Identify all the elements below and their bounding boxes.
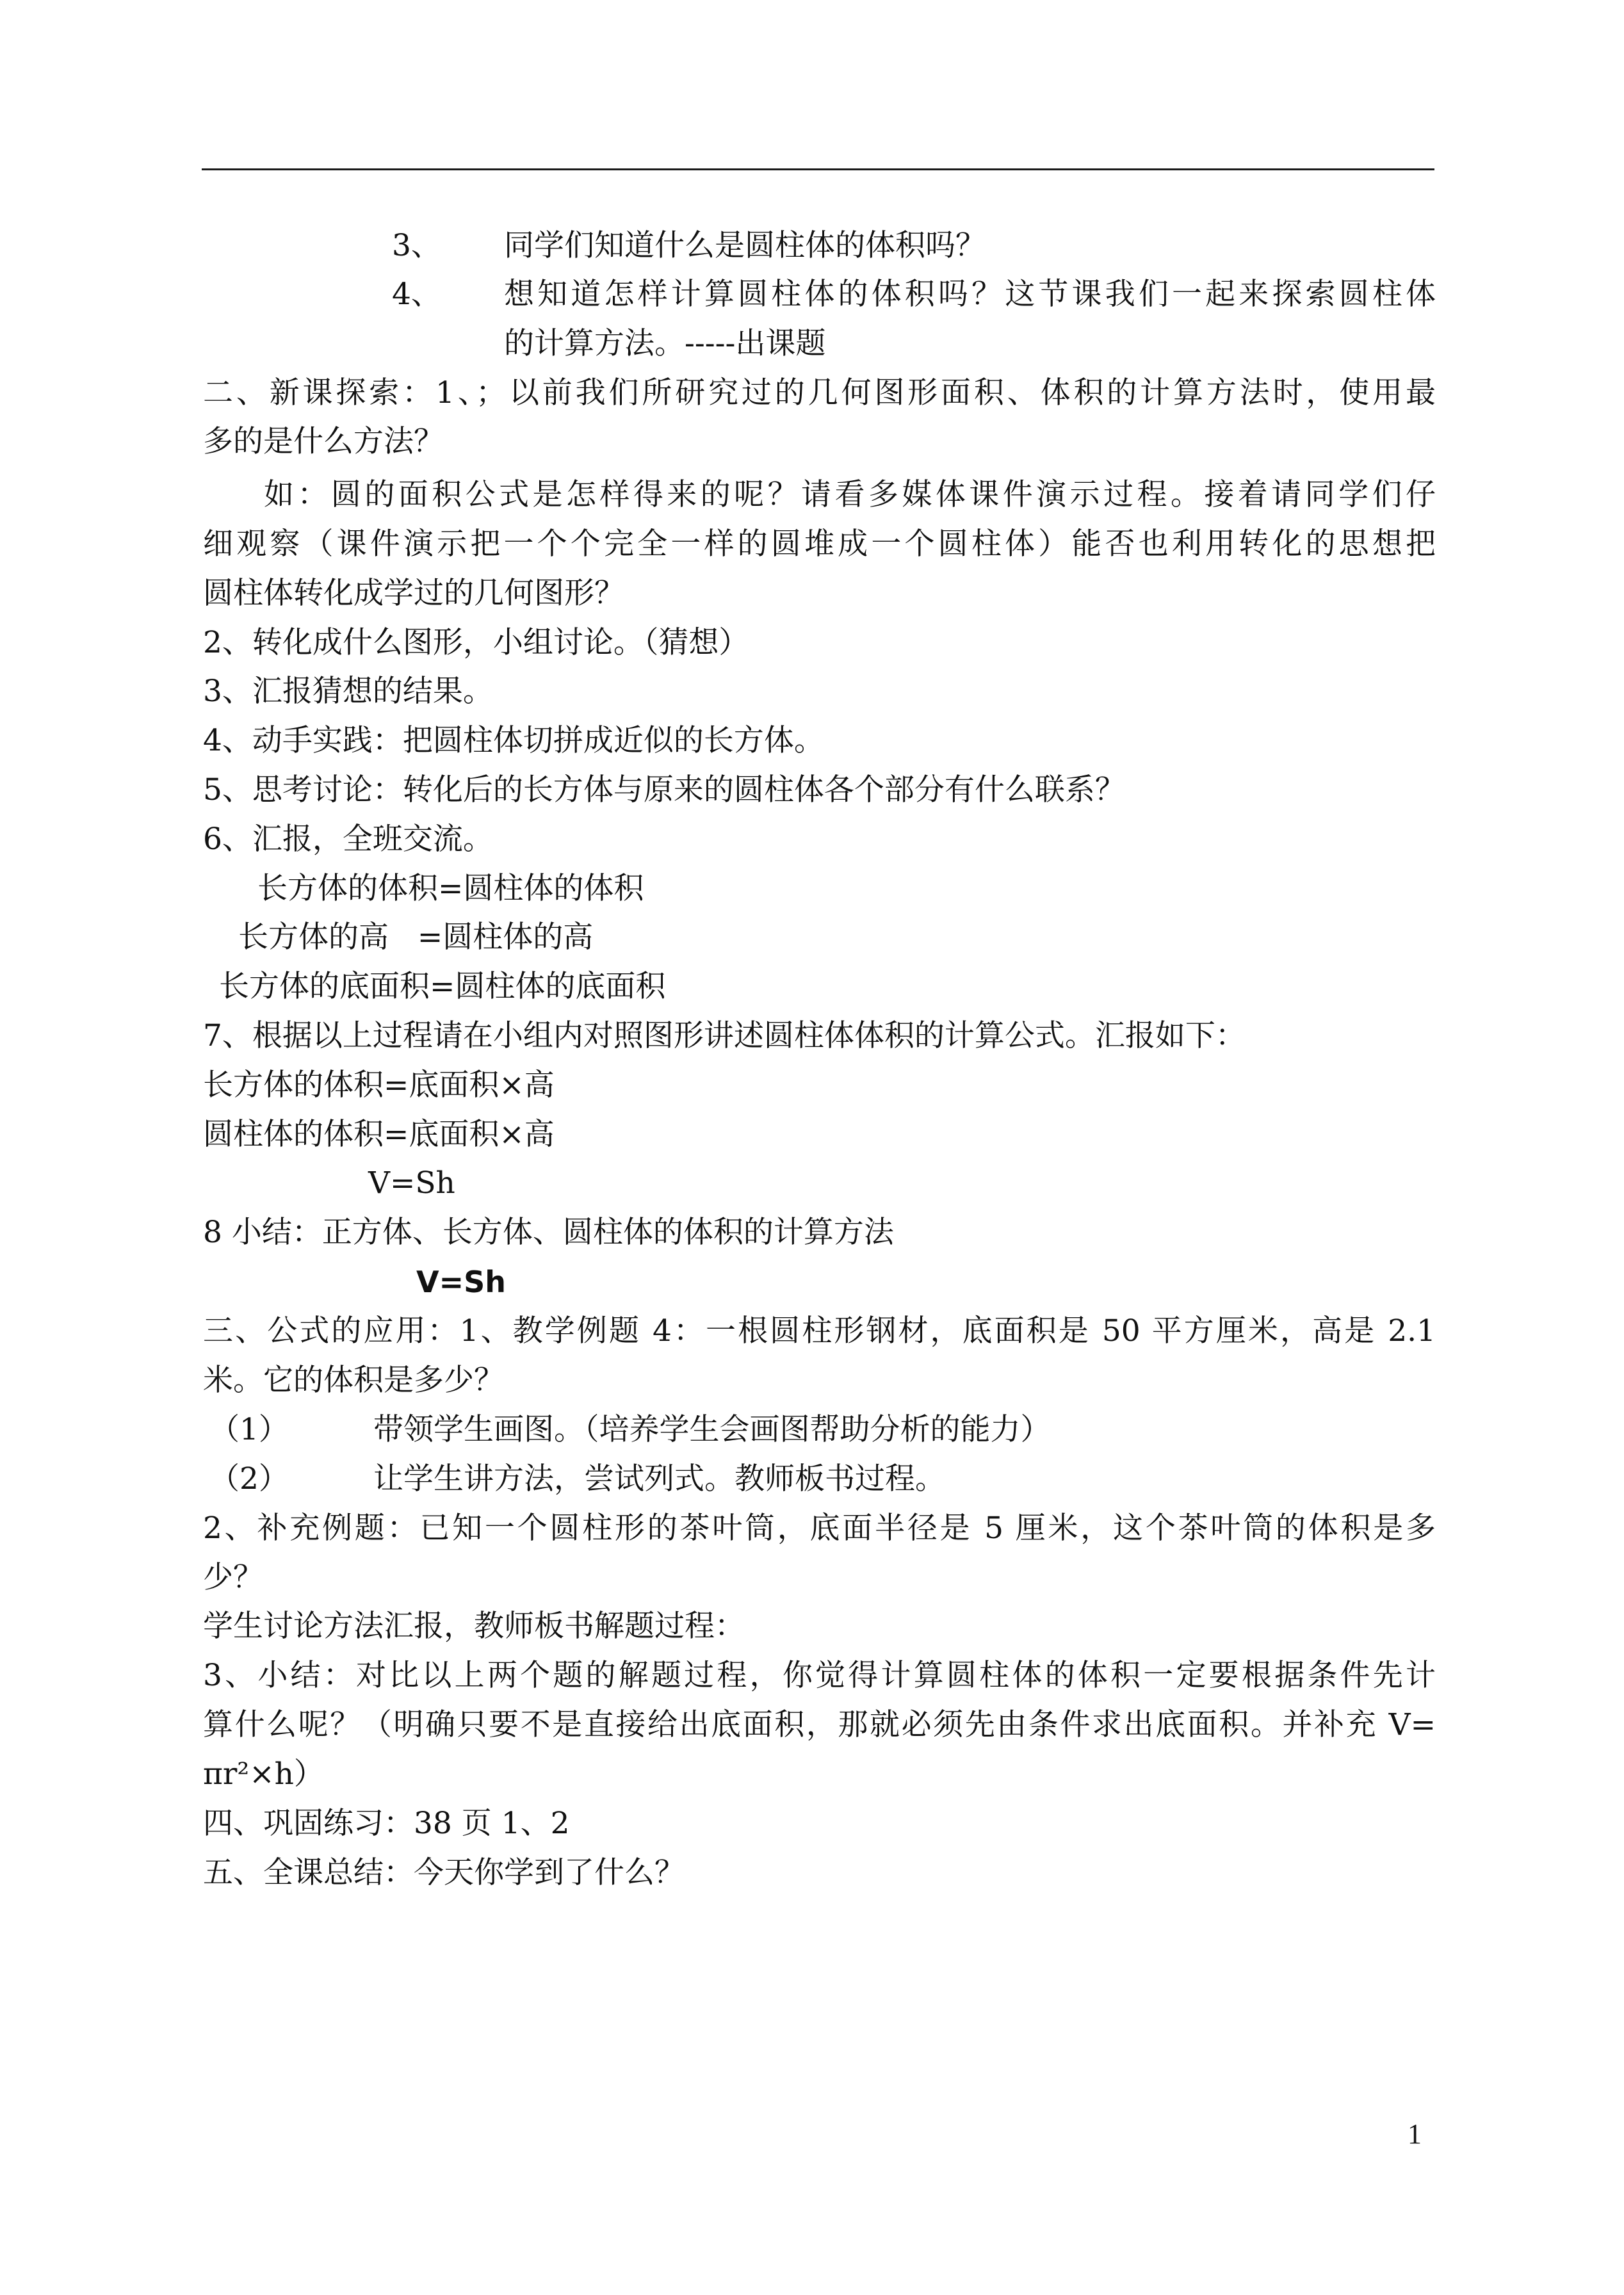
section-2-heading: 二、新课探索：1、；以前我们所研究过的几何图形面积、体积的计算方法时，使用最 (203, 375, 1436, 410)
section-4-practice: 四、巩固练习：38 页 1、2 (203, 1806, 570, 1841)
step-4: 4、动手实践：把圆柱体切拼成近似的长方体。 (203, 723, 824, 758)
step-7: 7、根据以上过程请在小组内对照图形讲述圆柱体体积的计算公式。汇报如下： (203, 1018, 1246, 1053)
equation-volume: 长方体的体积=圆柱体的体积 (257, 871, 644, 906)
equation-height: 长方体的高 =圆柱体的高 (238, 920, 594, 955)
formula-vsh-bold: V=Sh (416, 1265, 507, 1299)
student-discussion: 学生讨论方法汇报，教师板书解题过程： (203, 1609, 745, 1644)
step-6: 6、汇报，全班交流。 (203, 822, 493, 857)
supplement-example-cont: 少？ (203, 1560, 263, 1595)
sub-item-1-number: （1） (209, 1412, 289, 1447)
step-8-summary: 8 小结：正方体、长方体、圆柱体的体积的计算方法 (203, 1215, 894, 1250)
item-3-number: 3、 (392, 228, 441, 263)
summary-3-cont: 算什么呢？（明确只要不是直接给出底面积，那就必须先由条件求出底面积。并补充 V= (203, 1707, 1436, 1742)
item-4-text-cont: 的计算方法。-----出课题 (504, 326, 826, 361)
section-3-heading-cont: 米。它的体积是多少？ (203, 1363, 504, 1398)
step-5: 5、思考讨论：转化后的长方体与原来的圆柱体各个部分有什么联系？ (203, 772, 1125, 807)
paragraph-example-3: 圆柱体转化成学过的几何图形？ (203, 576, 624, 611)
step-2: 2、转化成什么图形，小组讨论。（猜想） (203, 625, 749, 660)
sub-item-1-text: 带领学生画图。（培养学生会画图帮助分析的能力） (373, 1412, 1051, 1447)
section-5-summary: 五、全课总结：今天你学到了什么？ (203, 1855, 685, 1890)
sub-item-2-number: （2） (209, 1461, 289, 1496)
item-3-text: 同学们知道什么是圆柱体的体积吗？ (504, 228, 986, 263)
formula-cylinder: 圆柱体的体积=底面积×高 (203, 1117, 555, 1152)
paragraph-example-2: 细观察（课件演示把一个个完全一样的圆堆成一个圆柱体）能否也利用转化的思想把 (203, 526, 1436, 562)
header-rule (202, 168, 1434, 170)
formula-cuboid: 长方体的体积=底面积×高 (203, 1067, 555, 1103)
item-4-number: 4、 (392, 277, 441, 312)
paragraph-example: 如：圆的面积公式是怎样得来的呢？请看多媒体课件演示过程。接着请同学们仔 (264, 477, 1436, 512)
sub-item-2-text: 让学生讲方法，尝试列式。教师板书过程。 (373, 1461, 945, 1496)
step-3: 3、汇报猜想的结果。 (203, 674, 493, 709)
section-3-heading: 三、公式的应用：1、教学例题 4：一根圆柱形钢材，底面积是 50 平方厘米，高是 2.1 (203, 1313, 1436, 1349)
summary-3-formula: πr²×h） (203, 1756, 324, 1792)
page-number: 1 (1408, 2118, 1422, 2150)
summary-3: 3、小结：对比以上两个题的解题过程，你觉得计算圆柱体的体积一定要根据条件先计 (203, 1658, 1436, 1693)
formula-vsh: V=Sh (368, 1165, 455, 1201)
section-2-heading-cont: 多的是什么方法？ (203, 424, 444, 459)
supplement-example: 2、补充例题：已知一个圆柱形的茶叶筒，底面半径是 5 厘米，这个茶叶筒的体积是多 (203, 1511, 1436, 1546)
equation-base-area: 长方体的底面积=圆柱体的底面积 (219, 969, 666, 1004)
item-4-text: 想知道怎样计算圆柱体的体积吗？这节课我们一起来探索圆柱体 (504, 277, 1436, 312)
